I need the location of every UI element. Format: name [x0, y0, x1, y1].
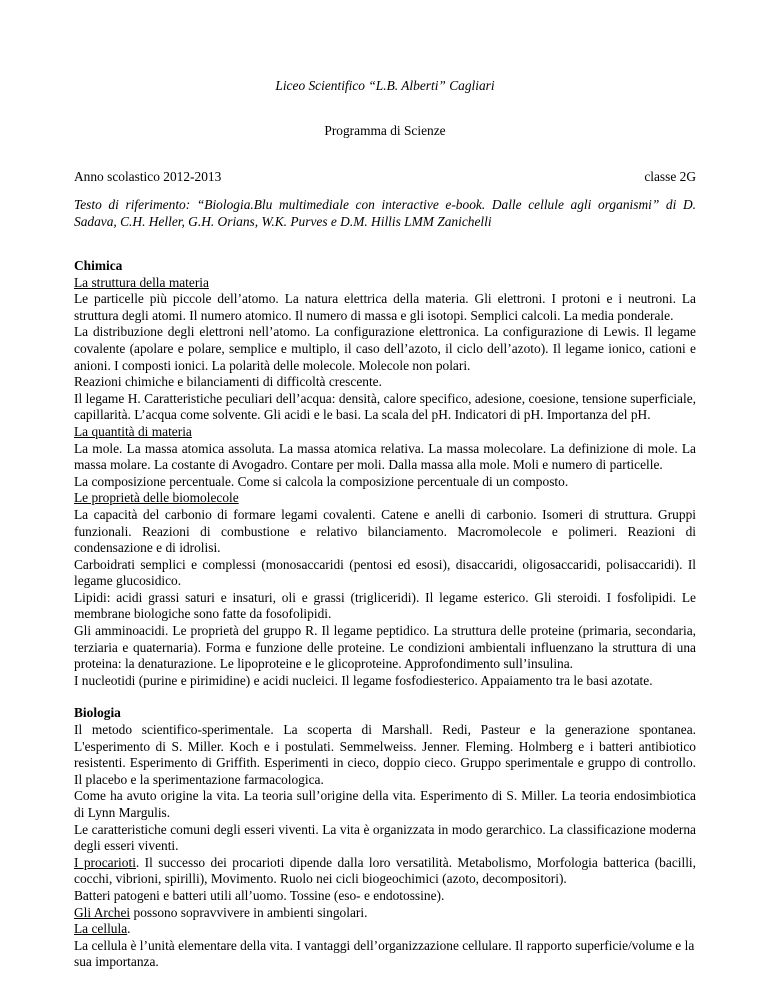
paragraph: Gli amminoacidi. Le proprietà del gruppo R. Il legame peptidico. La struttura delle proteine (primaria, secondaria, terziaria e quaternaria). Forma e funzione delle proteine. Le condizioni ambientali influenzano la struttura di una proteina: la denaturazione. Le lipoproteine e le glicoproteine. Approfondimento sull’insulina.: [74, 623, 696, 672]
class-label: classe 2G: [644, 169, 696, 184]
content: [74, 258, 696, 971]
school-year: Anno scolastico 2012-2013: [74, 169, 222, 184]
paragraph-procarioti: [74, 855, 696, 888]
section-title-biologia: Biologia: [74, 705, 121, 721]
paragraph: Carboidrati semplici e complessi (monosaccaridi (pentosi ed esosi), disaccaridi, oligosaccaridi, polisaccaridi). Il legame glucosidico.: [74, 556, 696, 589]
paragraph-cellula-heading: [74, 921, 696, 938]
school-name: Liceo Scientifico “L.B. Alberti” Cagliari: [275, 78, 495, 93]
paragraph: La capacità del carbonio di formare legami covalenti. Catene e anelli di carbonio. Isomeri di struttura. Gruppi funzionali. Reazioni di combustione e relativo bilanciamento. Macromolecole e polimeri. Reazioni di condensazione e di idrolisi.: [74, 506, 696, 556]
cellula-heading: La cellula: [74, 921, 128, 937]
section-title-chimica: Chimica: [74, 258, 123, 273]
cellula-dot: .: [127, 921, 131, 937]
subsection-title-struttura: La struttura della materia: [74, 274, 209, 290]
paragraph: Reazioni chimiche e bilanciamenti di difficoltà crescente.: [74, 374, 382, 390]
paragraph-archei: [74, 905, 696, 922]
paragraph: Il metodo scientifico-sperimentale. La scoperta di Marshall. Redi, Pasteur e la generazione spontanea. L'esperimento di S. Miller. Koch e i postulati. Semmelweiss. Jenner. Fleming. Holmberg e i batteri antibiotico resistenti. Esperimento di Griffith. Esperimenti in cieco, doppio cieco. Gruppo sperimentale e gruppo di controllo. Il placebo e la sperimentazione farmacologica.: [74, 722, 696, 787]
subsection-title-quantita: La quantità di materia: [74, 423, 192, 439]
paragraph: Batteri patogeni e batteri utili all’uomo. Tossine (eso- e endotossine).: [74, 887, 445, 903]
year-row: [74, 169, 696, 186]
paragraph: La distribuzione degli elettroni nell’atomo. La configurazione elettronica. La configurazione di Lewis. Il legame covalente (apolare e polare, semplice e multiplo, il caso dell’azoto, il ciclo dell’azoto). Il legame ionico, cationi e anioni. I composti ionici. La polarità delle molecole. Molecole non polari.: [74, 324, 696, 373]
paragraph: Le particelle più piccole dell’atomo. La natura elettrica della materia. Gli elettroni. I protoni e i neutroni. La struttura degli atomi. Il numero atomico. Il numero di massa e gli isotopi. Semplici calcoli. La media ponderale.: [74, 291, 696, 323]
reference-text: Testo di riferimento: “Biologia.Blu multimediale con interactive e-book. Dalle cellule agli organismi” di D. Sadava, C.H. Heller, G.H. Orians, W.K. Purves e D.M. Hillis LMM Zanichelli: [74, 197, 696, 229]
paragraph: La composizione percentuale. Come si calcola la composizione percentuale di un composto.: [74, 473, 569, 489]
archei-text: possono sopravvivere in ambienti singolari.: [130, 904, 368, 920]
program-title: Programma di Scienze: [324, 123, 446, 138]
paragraph: I nucleotidi (purine e pirimidine) e acidi nucleici. Il legame fosfodiesterico. Appaiamento tra le basi azotate.: [74, 672, 653, 688]
subsection-title-biomolecole: Le proprietà delle biomolecole: [74, 490, 239, 506]
procarioti-text: . Il successo dei procarioti dipende dalla loro versatilità. Metabolismo, Morfologia batterica (bacilli, cocchi, vibrioni, spirilli), Movimento. Ruolo nei cicli biogeochimici (azoto, decompositori).: [74, 854, 696, 887]
procarioti-heading: I procarioti: [74, 854, 136, 870]
paragraph: Lipidi: acidi grassi saturi e insaturi, oli e grassi (trigliceridi). Il legame esterico. Gli steroidi. I fosfolipidi. Le membrane biologiche sono fatte da fosofolipidi.: [74, 589, 696, 622]
paragraph: Le caratteristiche comuni degli esseri viventi. La vita è organizzata in modo gerarchico. La classificazione moderna degli esseri viventi.: [74, 821, 696, 854]
archei-heading: Gli Archei: [74, 904, 131, 920]
paragraph: Il legame H. Caratteristiche peculiari dell’acqua: densità, calore specifico, adesione, coesione, tensione superficiale, capillarità. L’acqua come solvente. Gli acidi e le basi. La scala del pH. Indicatori di pH. Importanza del pH.: [74, 390, 696, 423]
paragraph: La mole. La massa atomica assoluta. La massa atomica relativa. La massa molecolare. La definizione di mole. La massa molare. La costante di Avogadro. Contare per moli. Dalla massa alla mole. Moli e numero di particelle.: [74, 440, 696, 473]
paragraph: Come ha avuto origine la vita. La teoria sull’origine della vita. Esperimento di S. Miller. La teoria endosimbiotica di Lynn Margulis.: [74, 788, 696, 820]
paragraph: La cellula è l’unità elementare della vita. I vantaggi dell’organizzazione cellulare. Il rapporto superficie/volume e la sua importanza.: [74, 937, 695, 970]
